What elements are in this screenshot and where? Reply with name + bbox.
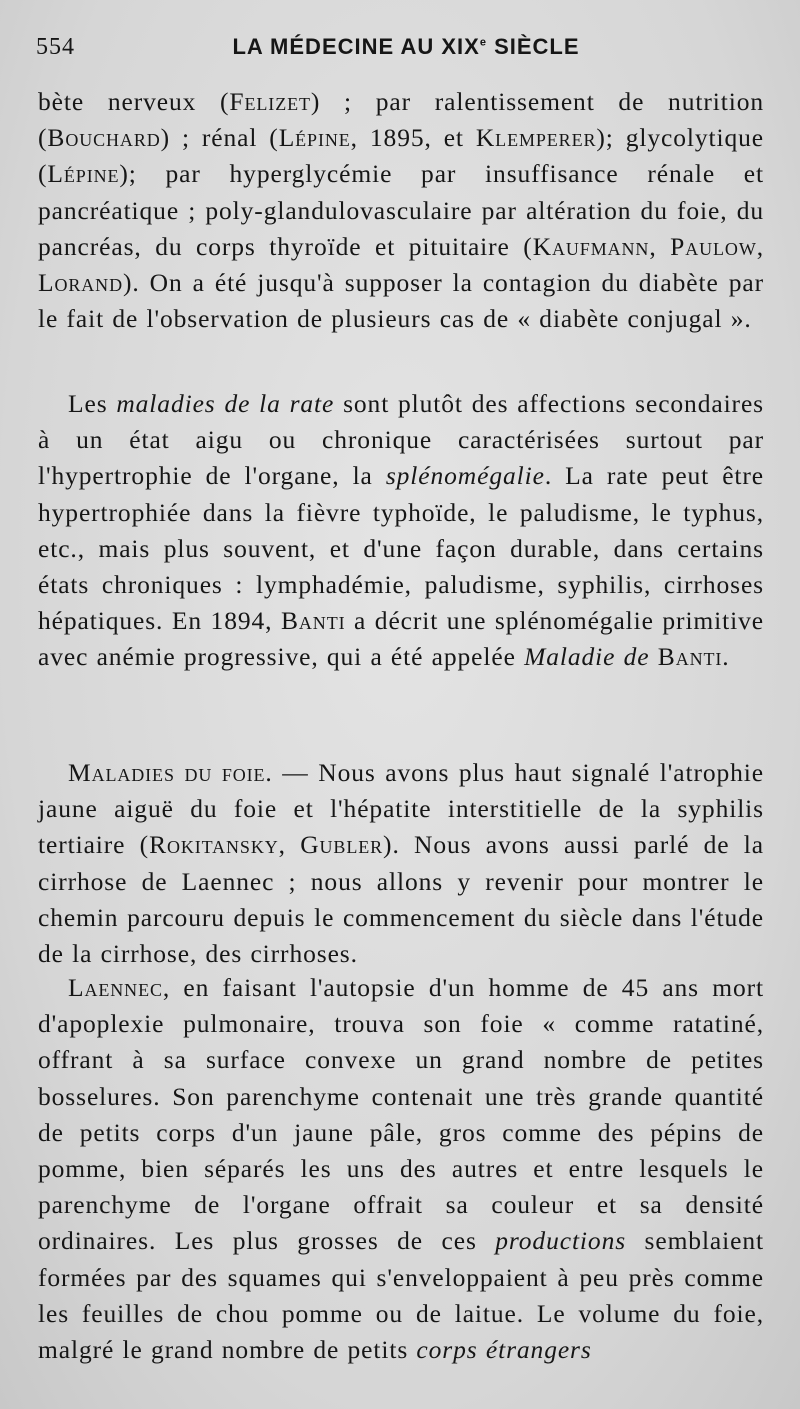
author-name: Banti [657, 642, 723, 672]
running-title-end: SIÈCLE [494, 34, 580, 59]
paragraph-diabetes-continued [38, 84, 764, 337]
italic-term: maladies de la rate [116, 389, 335, 418]
italic-term: productions [495, 1226, 627, 1256]
page-number: 554 [36, 34, 75, 60]
author-name: Felizet [229, 87, 311, 116]
author-name: Lépine [278, 123, 351, 153]
text-run: Les [68, 389, 117, 418]
paragraph-text [38, 755, 764, 972]
running-title-superscript: e [479, 36, 487, 49]
text-run: . [722, 642, 730, 672]
italic-term: splénomégalie [385, 461, 545, 491]
text-run: , en faisant l'autopsie d'un homme de 45 ans mort d'apoplexie pulmonaire, trouva son foie « comme ratatiné, offrant à sa surface convexe un grand nombre de petites bosselures. Son parenchyme contenait une très grande quantité de petits corps d'un jaune pâle, gros comme des pépins de pomme, bien séparés les uns des autres et entre lesquels le parenchyme de l'organe offrait sa couleur et sa densité ordinaires. Les plus grosses de ces [38, 973, 764, 1256]
author-name: Kaufmann [532, 231, 650, 261]
paragraph-text [38, 970, 764, 1368]
text-run: ); glycolytique ( [38, 123, 764, 189]
text-run: ). Nous avons aussi parlé de la cirrhose de Laennec ; nous allons y revenir pour montrer le chemin parcouru depuis le commencement du siècle dans l'étude de la cirrhose, des cirrhoses. [38, 830, 764, 969]
text-run: , 1895, et [350, 123, 476, 153]
text-run: ) ; rénal ( [160, 123, 279, 153]
text-run: ) ; par ralentissement de nutrition ( [38, 87, 764, 153]
author-name: Lorand [38, 268, 123, 298]
author-name: Lépine [47, 159, 120, 189]
author-name: Rokitansky [149, 830, 279, 860]
author-name: Banti [280, 606, 346, 636]
page-header [36, 34, 776, 64]
text-run: — Nous avons plus haut signalé l'atrophie jaune aiguë du foie et l'hépatite interstitielle de la syphilis tertiaire ( [38, 758, 765, 860]
section-heading: Maladies du foie. [68, 758, 273, 787]
author-name: Bouchard [47, 123, 161, 153]
paragraph-text [38, 84, 764, 337]
paragraph-laennec [38, 970, 764, 1368]
paragraph-maladies-foie [38, 755, 764, 972]
paragraph-maladies-rate [38, 386, 764, 676]
text-run: bète nerveux ( [38, 87, 230, 116]
text-run: sont plutôt des affections secondaires à un état aigu ou chronique caractérisées surtout par l'hypertrophie de l'organe, la [38, 389, 764, 491]
italic-term: Maladie de [524, 642, 650, 672]
author-name: Gubler [300, 830, 384, 860]
text-run: ). On a été jusqu'à supposer la contagion du diabète par le fait de l'observation de plusieurs cas de « diabète conjugal ». [38, 268, 764, 334]
text-run: ); par hyperglycémie par insuffisance rénale et pancréatique ; poly-glandulovasculaire par altération du foie, du pancréas, du corps thyroïde et pituitaire ( [38, 159, 764, 261]
author-name: Laennec [68, 973, 163, 1002]
text-run: . La rate peut être hypertrophiée dans la fièvre typhoïde, le paludisme, le typhus, etc., mais plus souvent, et d'une façon durable, dans certains états chroniques : lymphadémie, paludisme, syphilis, cirrhoses hépatiques. En 1894, [38, 461, 765, 636]
text-run [650, 642, 658, 671]
running-title-main: LA MÉDECINE AU XIX [232, 34, 480, 59]
text-run: , [649, 231, 671, 261]
running-title [36, 34, 776, 60]
text-run: semblaient formées par des squames qui s'enveloppaient à peu près comme les feuilles de chou pomme ou de laitue. Le volume du foie, malgré le grand nombre de petits [38, 1226, 764, 1365]
text-run: , [278, 830, 301, 860]
author-name: Paulow [670, 231, 757, 261]
author-name: Klemperer [475, 123, 597, 153]
italic-term: corps étrangers [416, 1335, 592, 1365]
text-run: , [756, 231, 764, 261]
text-run: a décrit une splénomégalie primitive avec anémie progressive, qui a été appelée [38, 606, 764, 672]
paragraph-text [38, 386, 764, 676]
